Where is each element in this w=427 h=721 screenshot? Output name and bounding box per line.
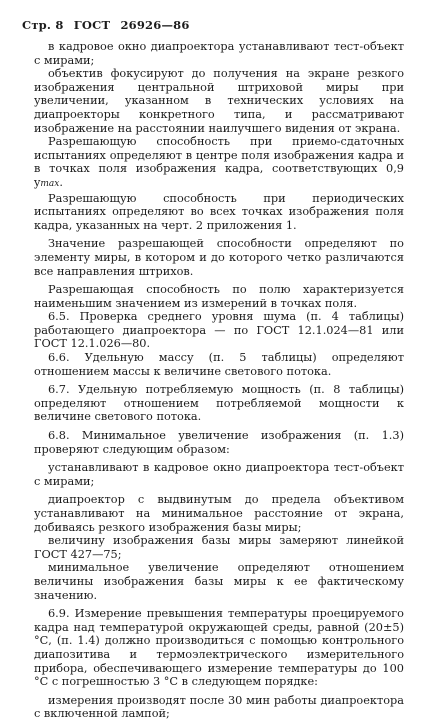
standard-number: 26926—86 (120, 18, 190, 32)
paragraph-text: 6.8. Минимальное увеличение изображения (п. 1.3) проверяют следующим образом: (34, 429, 404, 456)
paragraph (34, 135, 404, 191)
paragraph-text: минимальное увеличение определяют отношением величины изображения базы миры к ее фактическому значению. (34, 561, 404, 602)
page-header (22, 18, 196, 32)
paragraph-text: 6.6. Удельную массу (п. 5 таблицы) определяют отношением массы к величине светового потока. (34, 351, 404, 378)
standard-label: ГОСТ (73, 18, 111, 32)
paragraph (34, 351, 404, 378)
paragraph-text: 6.7. Удельную потребляемую мощность (п. 8 таблицы) определяют отношением потребляемой мощности к величине светового потока. (34, 383, 404, 424)
document-body (34, 40, 404, 721)
paragraph (34, 40, 404, 67)
paragraph (34, 383, 404, 424)
paragraph-text: в кадровое окно диапроектора устанавливают тест-объект с мирами; (34, 40, 404, 67)
paragraph (34, 429, 404, 456)
paragraph-tail: . (59, 175, 63, 189)
paragraph-text: Разрешающую способность при периодических испытаниях определяют во всех точках изображения поля кадра, указанных на черт. 2 приложения 1. (34, 191, 404, 232)
paragraph (34, 67, 404, 135)
paragraph-text: величину изображения базы миры замеряют линейкой ГОСТ 427—75; (34, 534, 404, 561)
page-number: Стр. 8 (22, 18, 64, 32)
subscript: max (40, 178, 60, 189)
paragraph (34, 237, 404, 278)
paragraph (34, 694, 404, 721)
paragraph-text: измерения производят после 30 мин работы диапроектора с включенной лампой; (34, 693, 404, 721)
paragraph-text: объектив фокусируют до получения на экране резкого изображения центральной штриховой миры при увеличении, указанном в технических условиях на диапроекторы конкретного типа, и рассматривают изображение на расстоянии наилучшего видения от экрана. (34, 67, 404, 135)
paragraph (34, 561, 404, 602)
paragraph-text: устанавливают в кадровое окно диапроектора тест-объект с мирами; (34, 461, 404, 488)
paragraph-text: 6.9. Измерение превышения температуры проецируемого кадра над температурой окружающей среды, равной (20±5)°С, (п. 1.4) должно производиться с помощью контрольного диапозитива и термоэлектрического измерительного прибора, обеспечивающего измерение температуры до 100 °С с погрешностью 3 °С в следующем порядке: (34, 607, 404, 689)
paragraph (34, 534, 404, 561)
paragraph (34, 283, 404, 310)
paragraph (34, 493, 404, 534)
paragraph (34, 461, 404, 488)
paragraph (34, 607, 404, 689)
paragraph-text: диапроектор с выдвинутым до предела объективом устанавливают на минимальное расстояние от экрана, добиваясь резкого изображения базы миры; (34, 493, 404, 534)
paragraph-text: Разрешающая способность по полю характеризуется наименьшим значением из измерений в точках поля. (34, 283, 404, 310)
paragraph-text: Значение разрешающей способности определяют по элементу миры, в котором и до которого четко различаются все направления штрихов. (34, 237, 404, 278)
paragraph-text: 6.5. Проверка среднего уровня шума (п. 4 таблицы) работающего диапроектора — по ГОСТ 12.1.024—81 или ГОСТ 12.1.026—80. (34, 310, 404, 351)
paragraph (34, 310, 404, 351)
paragraph (34, 192, 404, 233)
paragraph-text: Разрешающую способность при приемо-сдаточных испытаниях определяют в центре поля изображения кадра и в точках поля изображения кадра, соответствующих 0,9 y (34, 135, 404, 189)
